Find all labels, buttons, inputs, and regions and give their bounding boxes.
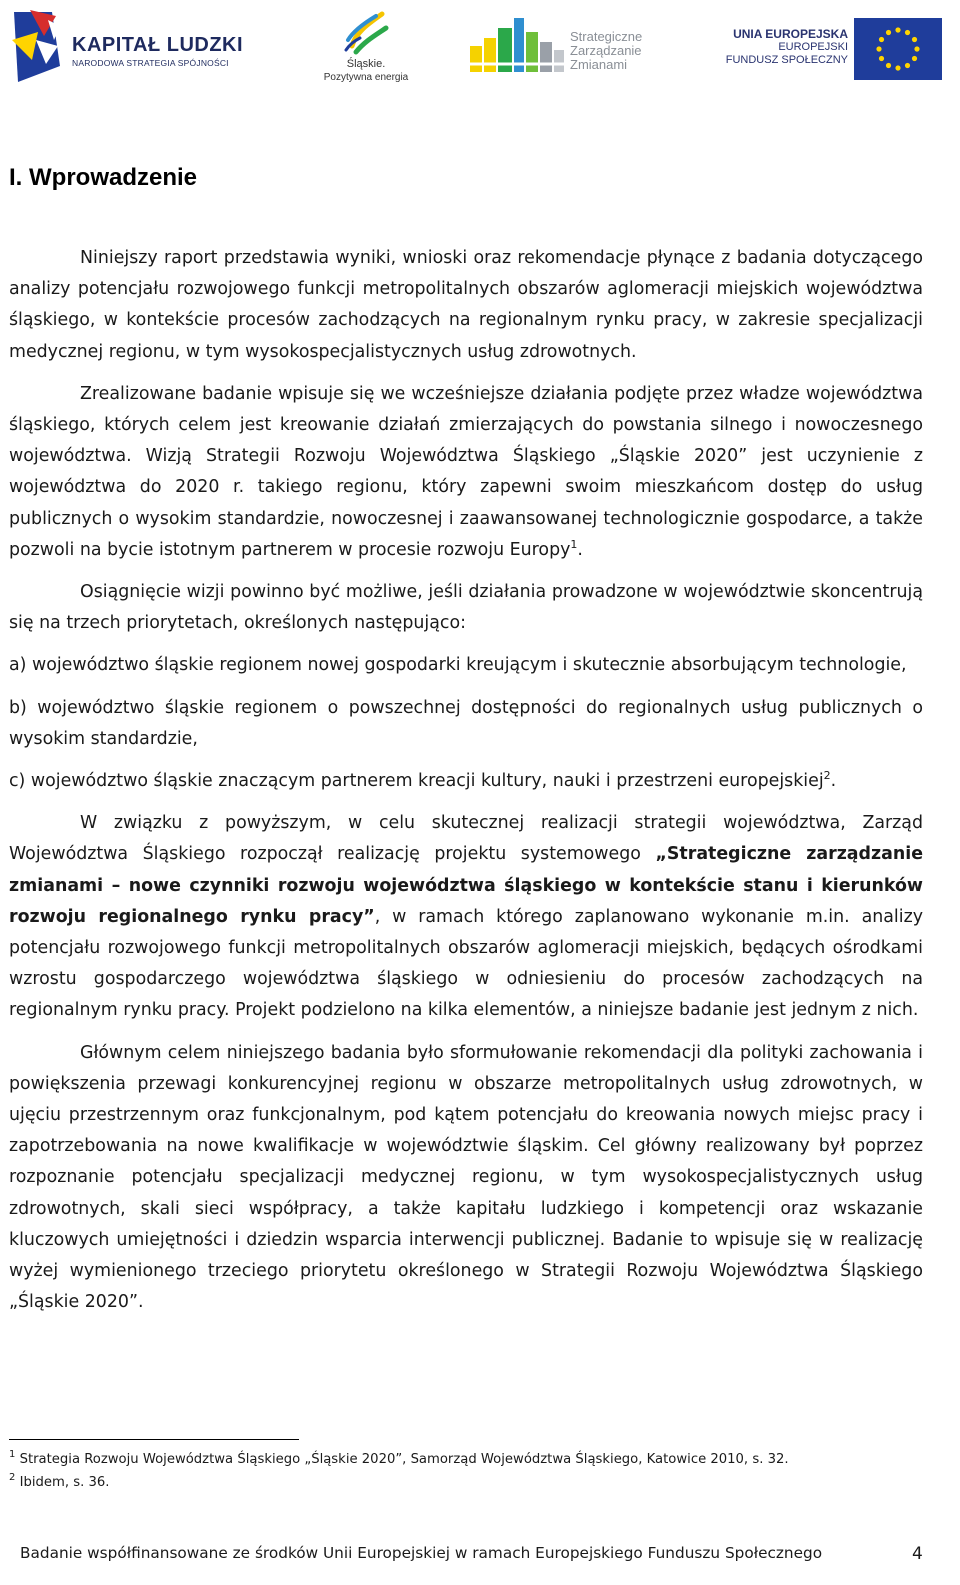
paragraph-priorities-intro: Osiągnięcie wizji powinno być możliwe, jeśli działania prowadzone w województwie skoncentrują się na trzech priorytetach, określonych następująco: bbox=[9, 582, 923, 634]
paragraph-end-punct: . bbox=[577, 539, 583, 560]
strategiczne-line1: Strategiczne bbox=[570, 29, 643, 44]
footnote-1-number: 1 bbox=[9, 1449, 16, 1460]
priority-item-b: b) województwo śląskie regionem o powszechnej dostępności do regionalnych usług publicznych o wysokim standardzie, bbox=[9, 697, 923, 749]
strategiczne-zarzadzanie-logo bbox=[466, 10, 666, 80]
footnote-1 bbox=[9, 1448, 939, 1471]
paragraph-strategy-vision bbox=[9, 379, 923, 566]
page-number: 4 bbox=[912, 1544, 923, 1564]
priority-item-c-end: . bbox=[830, 771, 837, 792]
city-skyline-icon bbox=[466, 10, 566, 76]
strategiczne-line2: Zarządzanie bbox=[570, 43, 642, 58]
document-body bbox=[9, 243, 923, 1330]
eu-fund-text bbox=[718, 28, 848, 67]
section-title: I. Wprowadzenie bbox=[9, 164, 198, 191]
kapital-ludzki-subtitle: NARODOWA STRATEGIA SPÓJNOŚCI bbox=[72, 58, 229, 68]
footnotes bbox=[9, 1448, 939, 1494]
project-title: „Strategiczne zarządzanie zmianami – nowe czynniki rozwoju województwa śląskiego w kontekście stanu i kierunków rozwoju regionalnego rynku pracy” bbox=[9, 844, 923, 927]
slaskie-tagline: Pozytywna energia bbox=[323, 72, 409, 83]
footnote-2-number: 2 bbox=[9, 1472, 16, 1483]
footnote-1-text: Strategia Rozwoju Województwa Śląskiego „Śląskie 2020”, Samorząd Województwa Śląskiego, Katowice 2010, s. 32. bbox=[19, 1452, 789, 1467]
paragraph-intro: Niniejszy raport przedstawia wyniki, wnioski oraz rekomendacje płynące z badania dotyczącego analizy potencjału rozwojowego funkcji metropolitalnych obszarów aglomeracji miejskich województwa śląskiego, w kontekście procesów zachodzących na regionalnym rynku pracy, w zakresie specjalizacji medycznej regionu, w tym wysokospecjalistycznych usług zdrowotnych. bbox=[9, 248, 923, 362]
footnote-separator bbox=[9, 1439, 299, 1440]
logo-header bbox=[0, 0, 960, 100]
slaskie-name: Śląskie. bbox=[346, 58, 386, 70]
page-footer-text: Badanie współfinansowane ze środków Unii Europejskiej w ramach Europejskiego Funduszu Społecznego bbox=[20, 1544, 823, 1562]
kapital-ludzki-emblem-icon bbox=[8, 6, 68, 84]
eu-line1: UNIA EUROPEJSKA bbox=[733, 27, 848, 41]
slaskie-waves-icon bbox=[316, 6, 416, 58]
paragraph-goal: Głównym celem niniejszego badania było sformułowanie rekomendacji dla polityki zachowania i powiększenia przewagi konkurencyjnej regionu w obszarze metropolitalnych usług zdrowotnych, w ujęciu przestrzennym oraz funkcjonalnym, pod kątem potencjału do kreowania nowych miejsc pracy i zapotrzebowania na nowe kwalifikacje w województwie śląskim. Cel główny realizowany był poprzez rozpoznanie potencjału specjalizacji medycznej regionu, w tym wysokospecjalistycznych usług zdrowotnych, skali sieci współpracy, a także kapitału ludzkiego i kompetencji oraz wskazanie kluczowych umiejętności i dziedzin wsparcia interwencji publicznej. Badanie to wpisuje się w realizację wyżej wymienionego trzeciego priorytetu określonego w Strategii Rozwoju Województwa Śląskiego „Śląskie 2020”. bbox=[9, 1042, 923, 1313]
priority-item-a: a) województwo śląskie regionem nowej gospodarki kreującym i skutecznie absorbującym technologie, bbox=[9, 655, 907, 676]
eu-social-fund-logo bbox=[718, 14, 950, 84]
eu-line2: EUROPEJSKI bbox=[778, 41, 848, 53]
eu-flag-icon bbox=[854, 18, 942, 80]
strategiczne-line3: Zmianami bbox=[570, 57, 628, 72]
kapital-ludzki-logo bbox=[8, 6, 248, 84]
slaskie-logo bbox=[316, 6, 416, 84]
paragraph-strategy-vision-text: Zrealizowane badanie wpisuje się we wcześniejsze działania podjęte przez władze województwa śląskiego, których celem jest kreowanie działań zmierzających do powstania silnego i nowoczesnego województwa. Wizją Strategii Rozwoju Województwa Śląskiego „Śląskie 2020” jest uczynienie z województwa do 2020 r. takiego regionu, który zapewni swoim mieszkańcom dostęp do usług publicznych o wysokim standardzie, nowoczesnej i zaawansowanej technologicznie gospodarce, a także pozwoli na bycie istotnym partnerem w procesie rozwoju Europy bbox=[9, 383, 923, 560]
footnote-ref-1[interactable]: 1 bbox=[570, 537, 578, 551]
paragraph-project-start: W związku z powyższym, w celu skutecznej realizacji strategii województwa, Zarząd Województwa Śląskiego rozpoczął realizację projektu systemowego bbox=[9, 813, 923, 865]
paragraph-project-end: , w ramach którego zaplanowano wykonanie m.in. analizy potencjału rozwojowego funkcji metropolitalnych obszarów aglomeracji miejskich, będących ośrodkami wzrostu gospodarczego województwa śląskiego w odniesieniu do procesów zachodzących na regionalnym rynku pracy. Projekt podzielono na kilka elementów, a niniejsze badanie jest jednym z nich. bbox=[9, 906, 924, 1021]
footnote-2-text: Ibidem, s. 36. bbox=[19, 1475, 110, 1490]
priority-item-c-text: c) województwo śląskie znaczącym partnerem kreacji kultury, nauki i przestrzeni europejskiej bbox=[9, 771, 824, 792]
eu-line3: FUNDUSZ SPOŁECZNY bbox=[725, 54, 848, 66]
paragraph-project bbox=[9, 808, 923, 1026]
strategiczne-zarzadzanie-text bbox=[570, 30, 642, 72]
footnote-ref-2[interactable]: 2 bbox=[823, 769, 831, 783]
priority-item-c bbox=[9, 766, 923, 797]
kapital-ludzki-name: KAPITAŁ LUDZKI bbox=[72, 34, 244, 56]
footnote-2 bbox=[9, 1471, 939, 1494]
